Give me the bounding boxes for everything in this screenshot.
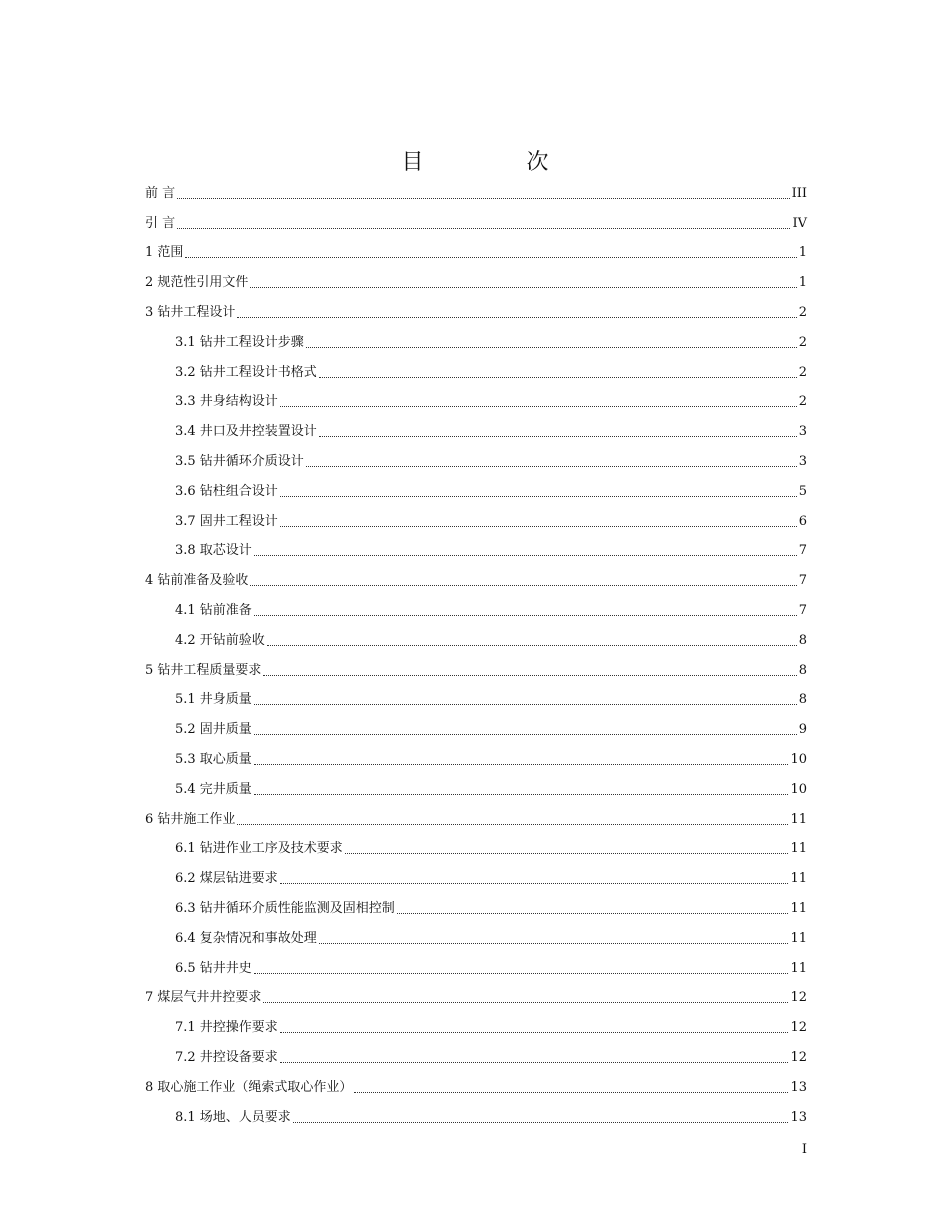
toc-entry-page: 5	[798, 483, 807, 499]
toc-entry-page: 3	[798, 424, 807, 440]
toc-entry[interactable]	[145, 291, 807, 321]
toc-dot-leader	[254, 794, 789, 795]
toc-entry-page: 2	[798, 394, 807, 410]
toc-entry[interactable]	[145, 679, 807, 709]
toc-entry[interactable]	[145, 1066, 807, 1096]
toc-entry[interactable]	[145, 381, 807, 411]
toc-dot-leader	[254, 555, 797, 556]
toc-entry-page: 11	[790, 811, 807, 827]
toc-entry[interactable]	[145, 917, 807, 947]
toc-entry[interactable]	[145, 798, 807, 828]
toc-dot-leader	[185, 257, 796, 258]
toc-entry-title: 5.3 取心质量	[175, 751, 252, 767]
toc-entry-title: 3.2 钻井工程设计书格式	[175, 364, 317, 380]
toc-entry-title: 前 言	[145, 185, 176, 201]
toc-dot-leader	[319, 943, 789, 944]
toc-entry-page: 13	[790, 1109, 807, 1125]
toc-entry-page: 10	[790, 781, 807, 797]
toc-entry[interactable]	[145, 202, 807, 232]
toc-entry-page: 2	[798, 304, 807, 320]
toc-entry-title: 4 钻前准备及验收	[145, 573, 249, 589]
toc-entry-page: 11	[790, 930, 807, 946]
toc-dot-leader	[254, 615, 797, 616]
toc-entry-page: 8	[798, 632, 807, 648]
toc-entry-title: 3.4 井口及井控装置设计	[175, 424, 317, 440]
toc-entry[interactable]	[145, 947, 807, 977]
toc-dot-leader	[280, 526, 797, 527]
toc-entry[interactable]	[145, 1036, 807, 1066]
toc-entry-page: 7	[798, 573, 807, 589]
toc-entry-title: 3.3 井身结构设计	[175, 394, 278, 410]
toc-entry-title: 7.2 井控设备要求	[175, 1049, 278, 1065]
toc-dot-leader	[237, 317, 796, 318]
toc-dot-leader	[293, 1122, 789, 1123]
toc-entry-page: 8	[798, 662, 807, 678]
toc-entry-title: 引 言	[145, 215, 176, 231]
toc-entry[interactable]	[145, 410, 807, 440]
toc-dot-leader	[345, 853, 789, 854]
toc-entry-page: 9	[798, 722, 807, 738]
toc-dot-leader	[319, 377, 797, 378]
toc-entry-title: 7 煤层气井井控要求	[145, 990, 262, 1006]
toc-entry[interactable]	[145, 351, 807, 381]
toc-dot-leader	[263, 675, 796, 676]
toc-dot-leader	[250, 585, 796, 586]
toc-dot-leader	[280, 406, 797, 407]
toc-entry-page: 10	[790, 751, 807, 767]
toc-entry-page: 8	[798, 692, 807, 708]
toc-entry-page: 12	[790, 1020, 807, 1036]
toc-entry[interactable]	[145, 1096, 807, 1126]
toc-entry-page: 6	[798, 513, 807, 529]
toc-entry[interactable]	[145, 500, 807, 530]
page-number: I	[801, 1142, 807, 1157]
toc-entry-title: 4.1 钻前准备	[175, 602, 252, 618]
toc-entry-page: 3	[798, 453, 807, 469]
toc-entry-title: 5.1 井身质量	[175, 692, 252, 708]
toc-entry[interactable]	[145, 172, 807, 202]
toc-entry[interactable]	[145, 470, 807, 500]
toc-entry-title: 6.4 复杂情况和事故处理	[175, 930, 317, 946]
toc-dot-leader	[354, 1092, 788, 1093]
toc-entry[interactable]	[145, 321, 807, 351]
toc-dot-leader	[306, 466, 797, 467]
toc-entry-title: 8 取心施工作业（绳索式取心作业）	[145, 1079, 353, 1095]
toc-entry-page: IV	[792, 215, 807, 231]
toc-entry-page: 2	[798, 364, 807, 380]
toc-entry[interactable]	[145, 261, 807, 291]
toc-entry[interactable]	[145, 768, 807, 798]
toc-entry[interactable]	[145, 1006, 807, 1036]
toc-entry[interactable]	[145, 619, 807, 649]
toc-entry[interactable]	[145, 649, 807, 679]
toc-entry-page: 12	[790, 1049, 807, 1065]
toc-dot-leader	[280, 1032, 789, 1033]
toc-dot-leader	[254, 704, 797, 705]
toc-entry[interactable]	[145, 589, 807, 619]
toc-entry-page: 7	[798, 543, 807, 559]
toc-entry-title: 2 规范性引用文件	[145, 275, 249, 291]
toc-dot-leader	[254, 764, 789, 765]
toc-entry-page: 11	[790, 871, 807, 887]
toc-dot-leader	[254, 734, 797, 735]
toc-entry-page: 11	[790, 841, 807, 857]
toc-entry-page: III	[791, 185, 807, 201]
toc-dot-leader	[319, 436, 797, 437]
toc-entry[interactable]	[145, 559, 807, 589]
toc-dot-leader	[280, 883, 789, 884]
toc-entry-title: 6 钻井施工作业	[145, 811, 236, 827]
toc-entry-page: 11	[790, 960, 807, 976]
toc-entry-title: 3 钻井工程设计	[145, 304, 236, 320]
toc-entry-title: 3.1 钻井工程设计步骤	[175, 334, 304, 350]
toc-entry-title: 5.2 固井质量	[175, 722, 252, 738]
toc-entry-page: 1	[798, 275, 807, 291]
toc-dot-leader	[267, 645, 797, 646]
toc-entry[interactable]	[145, 530, 807, 560]
toc-entry[interactable]	[145, 738, 807, 768]
toc-entry-page: 11	[790, 900, 807, 916]
toc-entry-title: 3.8 取芯设计	[175, 543, 252, 559]
toc-entry[interactable]	[145, 887, 807, 917]
toc-entry[interactable]	[145, 977, 807, 1007]
toc-dot-leader	[397, 913, 789, 914]
toc-entry-title: 6.5 钻井井史	[175, 960, 252, 976]
toc-dot-leader	[306, 347, 797, 348]
toc-entry-title: 5 钻井工程质量要求	[145, 662, 262, 678]
toc-entry-title: 6.3 钻井循环介质性能监测及固相控制	[175, 900, 395, 916]
toc-entry-title: 6.1 钻进作业工序及技术要求	[175, 841, 343, 857]
toc-entry-title: 3.6 钻柱组合设计	[175, 483, 278, 499]
toc-dot-leader	[177, 198, 789, 199]
toc-dot-leader	[280, 1062, 789, 1063]
toc-entry[interactable]	[145, 232, 807, 262]
page-title: 目 次	[401, 149, 597, 175]
toc-entry-page: 13	[790, 1079, 807, 1095]
toc-entry-title: 1 范围	[145, 245, 184, 261]
table-of-contents	[145, 172, 807, 1126]
toc-entry-page: 12	[790, 990, 807, 1006]
toc-entry-title: 7.1 井控操作要求	[175, 1020, 278, 1036]
toc-entry-title: 5.4 完井质量	[175, 781, 252, 797]
toc-entry-title: 6.2 煤层钻进要求	[175, 871, 278, 887]
toc-entry-page: 2	[798, 334, 807, 350]
toc-entry[interactable]	[145, 857, 807, 887]
toc-entry[interactable]	[145, 440, 807, 470]
toc-dot-leader	[250, 287, 796, 288]
toc-entry[interactable]	[145, 708, 807, 738]
toc-entry-title: 4.2 开钻前验收	[175, 632, 265, 648]
toc-entry[interactable]	[145, 828, 807, 858]
toc-dot-leader	[237, 824, 788, 825]
toc-entry-title: 3.7 固井工程设计	[175, 513, 278, 529]
toc-entry-page: 7	[798, 602, 807, 618]
toc-dot-leader	[177, 228, 790, 229]
toc-dot-leader	[280, 496, 797, 497]
toc-entry-title: 8.1 场地、人员要求	[175, 1109, 291, 1125]
toc-entry-page: 1	[798, 245, 807, 261]
toc-entry-title: 3.5 钻井循环介质设计	[175, 453, 304, 469]
toc-dot-leader	[254, 973, 789, 974]
toc-dot-leader	[263, 1002, 788, 1003]
